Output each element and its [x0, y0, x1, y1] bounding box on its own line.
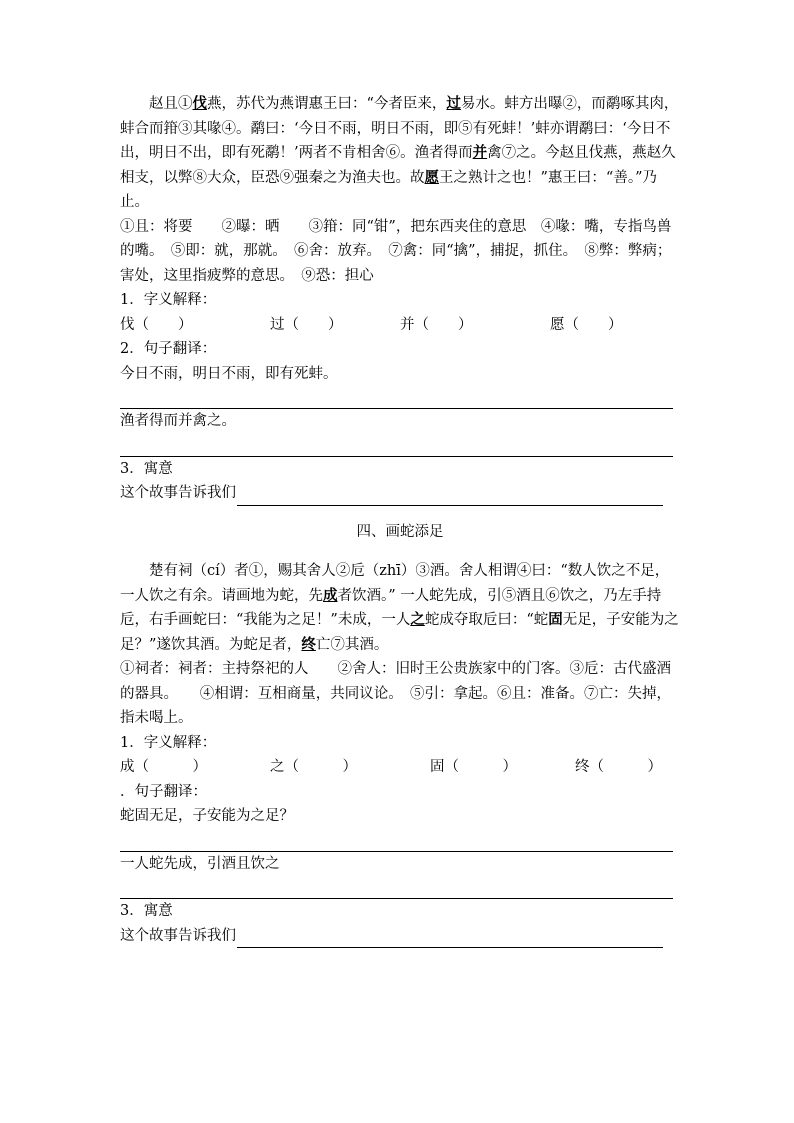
answer-line[interactable] [120, 876, 673, 899]
q2-sentence: 渔者得而并禽之。 [120, 413, 236, 429]
q1-item: 固（ ） [430, 759, 517, 775]
passage-1: 赵且①伐燕，苏代为燕谓惠王曰：“今者臣来，过易水。蚌方出曝②，而鹬啄其肉，蚌合而箝③其喙④。鹬曰：‘今日不雨，明日不雨，即⑤有死蚌！’蚌亦谓鹬曰：‘今日不出，明日不出，即有死鹬！’两者不肯相舍⑥。渔者得而并禽⑦之。今赵且伐燕，燕赵久相支，以弊⑧大众，臣恐⑨强秦之为渔夫也。故愿王之熟计之也！”惠王曰：“善。”乃止。 [120, 95, 679, 210]
notes-1: ①且：将要 ②曝：晒 ③箝：同“钳”，把东西夹住的意思 ④喙：嘴，专指鸟兽的嘴。 ⑤即：就，那就。 ⑥舍：放弃。 ⑦禽：同“擒”，捕捉，抓住。 ⑧弊：弊病；害处，这里指疲弊的意思。 ⑨恐：担心 [120, 218, 672, 284]
q1-items-2 [120, 755, 680, 780]
moral-prompt: 这个故事告诉我们 [120, 485, 236, 501]
q1-item: 并（ ） [400, 316, 473, 333]
keyword-yuan: 愿 [424, 168, 439, 186]
q1-item: 之（ ） [270, 759, 357, 775]
q3-title-1: 3．寓意 [120, 460, 173, 477]
q2-sentence: 蛇固无足，子安能为之足？ [120, 808, 294, 824]
answer-line[interactable] [120, 829, 673, 852]
q2-sentence: 一人蛇先成，引酒且饮之 [120, 855, 280, 872]
moral-row-2 [120, 924, 680, 949]
q1-item: 成（ ） [120, 759, 207, 775]
keyword-zhong: 终 [301, 635, 316, 653]
q1-title-1: 1．字义解释： [120, 292, 217, 308]
moral-answer-line[interactable] [237, 487, 663, 506]
keyword-fa: 伐 [192, 95, 207, 112]
q2-sentence: 今日不雨，明日不雨，即有死蚌。 [120, 365, 338, 382]
moral-prompt: 这个故事告诉我们 [120, 927, 236, 944]
q1-item: 伐（ ） [120, 316, 193, 333]
q1-item: 愿（ ） [550, 316, 623, 333]
q2-title-1: 2．句子翻译： [120, 341, 217, 357]
keyword-gu: 固 [548, 611, 563, 628]
q2-title-2: ．句子翻译： [120, 783, 207, 800]
keyword-bing: 并 [472, 144, 488, 161]
q1-title-2: 1．字义解释： [120, 734, 217, 751]
notes-2: ①祠者：祠者：主持祭祀的人 ②舍人：旧时王公贵族家中的门客。③卮：古代盛酒的器具。 ④相谓：互相商量，共同议论。 ⑤引：拿起。⑥且：准备。⑦亡：失掉，指未喝上。 [120, 661, 671, 726]
q1-item: 过（ ） [270, 316, 343, 333]
answer-line[interactable] [120, 434, 673, 457]
moral-row-1 [120, 481, 680, 506]
passage-2: 楚有祠（cí）者①，赐其舍人②卮（zhī）③酒。舍人相谓④曰：“数人饮之不足，一人饮之有余。请画地为蛇，先成者饮酒。” 一人蛇先成，引⑤酒且⑥饮之，乃左手持卮，右手画蛇曰：“我能为之足！”未成，一人之蛇成夺取卮曰：“蛇固无足，子安能为之足？”遂饮其酒。为蛇足者，终亡⑦其酒。 [120, 563, 679, 653]
q3-title-2: 3．寓意 [120, 903, 173, 919]
answer-line[interactable] [120, 386, 673, 409]
moral-answer-line[interactable] [237, 929, 663, 948]
section-title: 四、画蛇添足 [356, 524, 444, 540]
q1-items-1 [120, 313, 680, 338]
keyword-zhi: 之 [410, 611, 425, 628]
keyword-cheng: 成 [323, 586, 338, 604]
worksheet [120, 92, 680, 948]
keyword-guo: 过 [446, 95, 461, 112]
q1-item: 终（ ） [575, 759, 662, 775]
